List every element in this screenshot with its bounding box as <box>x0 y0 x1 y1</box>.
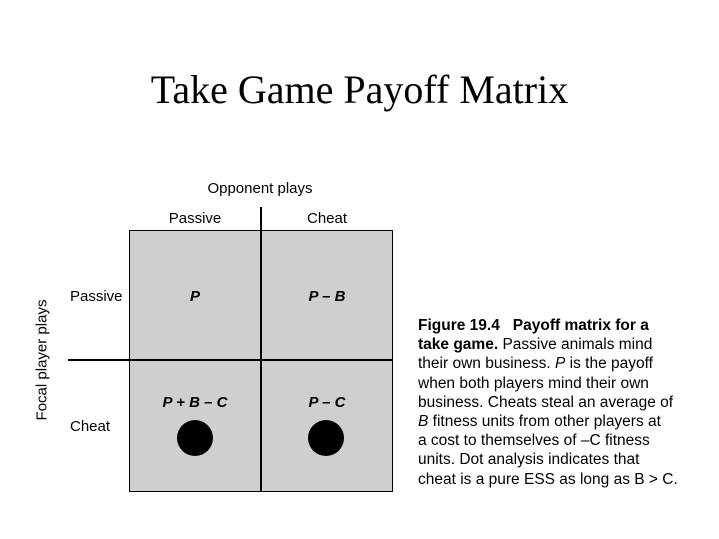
row-label-passive: Passive <box>70 288 123 305</box>
caption-line2: their own business. <box>418 355 551 373</box>
focal-player-plays-label: Focal player plays <box>33 299 51 421</box>
caption-line1-rest: Passive animals mind <box>502 336 653 354</box>
caption-line7: units. Dot analysis indicates that <box>418 451 640 469</box>
ess-dot-cheat-cheat <box>308 420 344 456</box>
caption-line8: cheat is a pure ESS as long as B > C. <box>418 470 678 488</box>
cell-cheat-cheat: P – C <box>308 394 346 411</box>
caption-heading-line2: take game. <box>418 336 499 354</box>
opponent-plays-label: Opponent plays <box>207 180 313 197</box>
ess-dot-cheat-passive <box>177 420 213 456</box>
caption-line4: business. Cheats steal an average of <box>418 393 674 411</box>
caption-line3: when both players mind their own <box>418 374 649 392</box>
column-label-passive: Passive <box>168 210 222 227</box>
slide-title: Take Game Payoff Matrix <box>150 67 569 112</box>
column-label-cheat: Cheat <box>306 210 348 227</box>
caption-line6: a cost to themselves of –C fitness <box>418 432 650 450</box>
row-label-cheat: Cheat <box>70 418 111 435</box>
matrix-horizontal-divider <box>68 359 393 361</box>
caption-line2-p: P <box>555 355 566 373</box>
caption-line5-b: B <box>418 413 429 431</box>
figure-caption <box>418 316 718 489</box>
caption-line5-rest: fitness units from other players at <box>432 413 661 431</box>
matrix-vertical-divider <box>260 207 262 492</box>
cell-cheat-passive: P + B – C <box>162 394 228 411</box>
caption-figure-number: Figure 19.4 <box>418 317 500 334</box>
caption-line2-rest: is the payoff <box>569 355 653 373</box>
cell-passive-passive: P <box>189 288 200 305</box>
caption-heading-line1: Payoff matrix for a <box>512 317 649 334</box>
cell-passive-cheat: P – B <box>308 288 346 305</box>
